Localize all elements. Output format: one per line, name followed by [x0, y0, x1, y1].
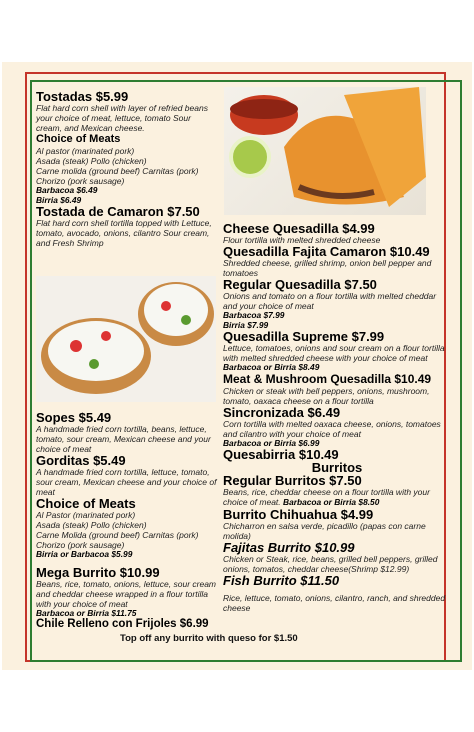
- meat-item: Al pastor (marinated pork): [36, 146, 135, 156]
- barbacoa-price: Barbacoa $6.49: [36, 185, 98, 195]
- supreme-price: Barbacoa or Birria $8.49: [223, 362, 320, 372]
- fish-burrito-desc: Rice, lettuce, tomato, onions, cilantro, ranch, and shredded cheese: [223, 592, 446, 613]
- meat-item: Carne Molida (ground beef) Carnitas (pork): [36, 530, 199, 540]
- gorditas-title: Gorditas $5.49: [36, 453, 126, 468]
- cheese-quesadilla-title: Cheese Quesadilla $4.99: [223, 221, 375, 236]
- left-column-bottom: [36, 411, 220, 631]
- sincronizada-price: Barbacoa or Birria $6.99: [223, 437, 320, 448]
- burritos-heading: Burritos: [311, 460, 363, 475]
- regular-burritos-price: Barbacoa or Birria $8.50: [283, 497, 380, 507]
- left-column-top: [36, 90, 218, 248]
- supreme-title: Quesadilla Supreme $7.99: [223, 329, 385, 344]
- sincronizada-title: Sincronizada $6.49: [223, 404, 341, 420]
- mega-burrito-price: Barbacoa or Birria $11.75: [36, 607, 137, 618]
- fajita-camaron-title: Quesadilla Fajita Camaron $10.49: [223, 244, 430, 259]
- tostada-camaron-desc: Flat hard corn shell tortilla topped with Lettuce, tomato, avocado, onions, cilantro Sour cream, and Fresh Shrimp: [36, 218, 212, 248]
- tostadas-title: Tostadas $5.99: [36, 89, 129, 104]
- tostada-camaron-title: Tostada de Camaron $7.50: [36, 204, 200, 219]
- cheese-quesadilla-desc: Flour tortilla with melted shredded cheese: [223, 235, 381, 245]
- right-column: [223, 222, 451, 613]
- sopes-desc: A handmade fried corn tortilla, beans, lettuce, tomato, sour cream, Mexican cheese and your choice of meat: [36, 424, 211, 454]
- regular-burritos-desc-text: Beans, rice, cheddar cheese on a flour tortilla with your choice of meat.: [223, 487, 430, 507]
- choice-of-meats-heading: Choice of Meats: [36, 133, 121, 145]
- quesadilla-photo: [224, 87, 426, 215]
- choice-of-meats-heading-2: Choice of Meats: [36, 496, 136, 511]
- meat-item: Asada (steak) Pollo (chicken): [36, 520, 147, 530]
- quesabirria-title: Quesabirria $10.49: [223, 447, 339, 462]
- chihuahua-desc: Chicharron en salsa verde, picadillo (papas con carne molida): [223, 520, 426, 541]
- supreme-desc: Lettuce, tomatoes, onions and sour cream on a flour tortilla with melted shredded cheese with your choice of meat: [223, 343, 445, 363]
- rq-barbacoa-price: Barbacoa $7.99: [223, 310, 285, 320]
- fajitas-desc: Chicken or Steak, rice, beans, grilled bell peppers, grilled onions, tomatos, cheddar cheese(Shrimp $12.99): [223, 553, 438, 574]
- fajita-camaron-desc: Shredded cheese, grilled shrimp, onion bell pepper and tomatoes: [223, 258, 432, 278]
- regular-quesadilla-desc: Onions and tomato on a flour tortilla with melted cheddar and your choice of meat: [223, 291, 437, 311]
- sopes-title: Sopes $5.49: [36, 410, 112, 425]
- meat-item: Chorizo (pork sausage): [36, 176, 125, 186]
- mega-burrito-title: Mega Burrito $10.99: [36, 564, 160, 580]
- chihuahua-title: Burrito Chihuahua $4.99: [223, 506, 374, 522]
- meat-item: Carne molida (ground beef) Carnitas (pork): [36, 166, 199, 176]
- fish-burrito-title: Fish Burrito $11.50: [223, 572, 340, 588]
- gorditas-desc: A handmade fried corn tortilla, lettuce, tomato, sour cream, Mexican cheese and your choice of meat: [36, 467, 217, 497]
- birria-barbacoa-price: Birria or Barbacoa $5.99: [36, 549, 133, 559]
- mega-burrito-desc: Beans, rice, tomato, onions, lettuce, sour cream and cheddar cheese wrapped in a flour tortilla with your choice of meat: [36, 578, 217, 609]
- chile-relleno: Chile Relleno con Frijoles $6.99: [36, 618, 209, 630]
- sincronizada-desc: Corn tortilla with melted oaxaca cheese, onions, tomatoes and cilantro with your choice of meat: [223, 418, 441, 439]
- mushroom-title: Meat & Mushroom Quesadilla $10.49: [223, 371, 432, 386]
- regular-quesadilla-title: Regular Quesadilla $7.50: [223, 277, 377, 292]
- meat-item: Al Pastor (marinated pork): [36, 510, 136, 520]
- rq-birria-price: Birria $7.99: [223, 319, 269, 330]
- meat-item: Asada (steak) Pollo (chicken): [36, 156, 147, 166]
- footer-note: Top off any burrito with queso for $1.50: [120, 633, 298, 644]
- sopes-photo: [36, 276, 216, 402]
- meat-item: Chorizo (pork sausage): [36, 540, 125, 550]
- regular-burritos-desc: [223, 487, 451, 508]
- mushroom-desc: Chicken or steak with bell peppers, onions, mushroom, tomato, oaxaca cheese on a flour tortilla: [223, 385, 430, 406]
- regular-burritos-title: Regular Burritos $7.50: [223, 473, 362, 488]
- tostadas-desc: Flat hard corn shell with layer of refried beans your choice of meat, lettuce, tomato Sour cream, and Mexican cheese.: [36, 103, 208, 133]
- birria-price: Birria $6.49: [36, 194, 82, 205]
- fajitas-title: Fajitas Burrito $10.99: [223, 539, 355, 555]
